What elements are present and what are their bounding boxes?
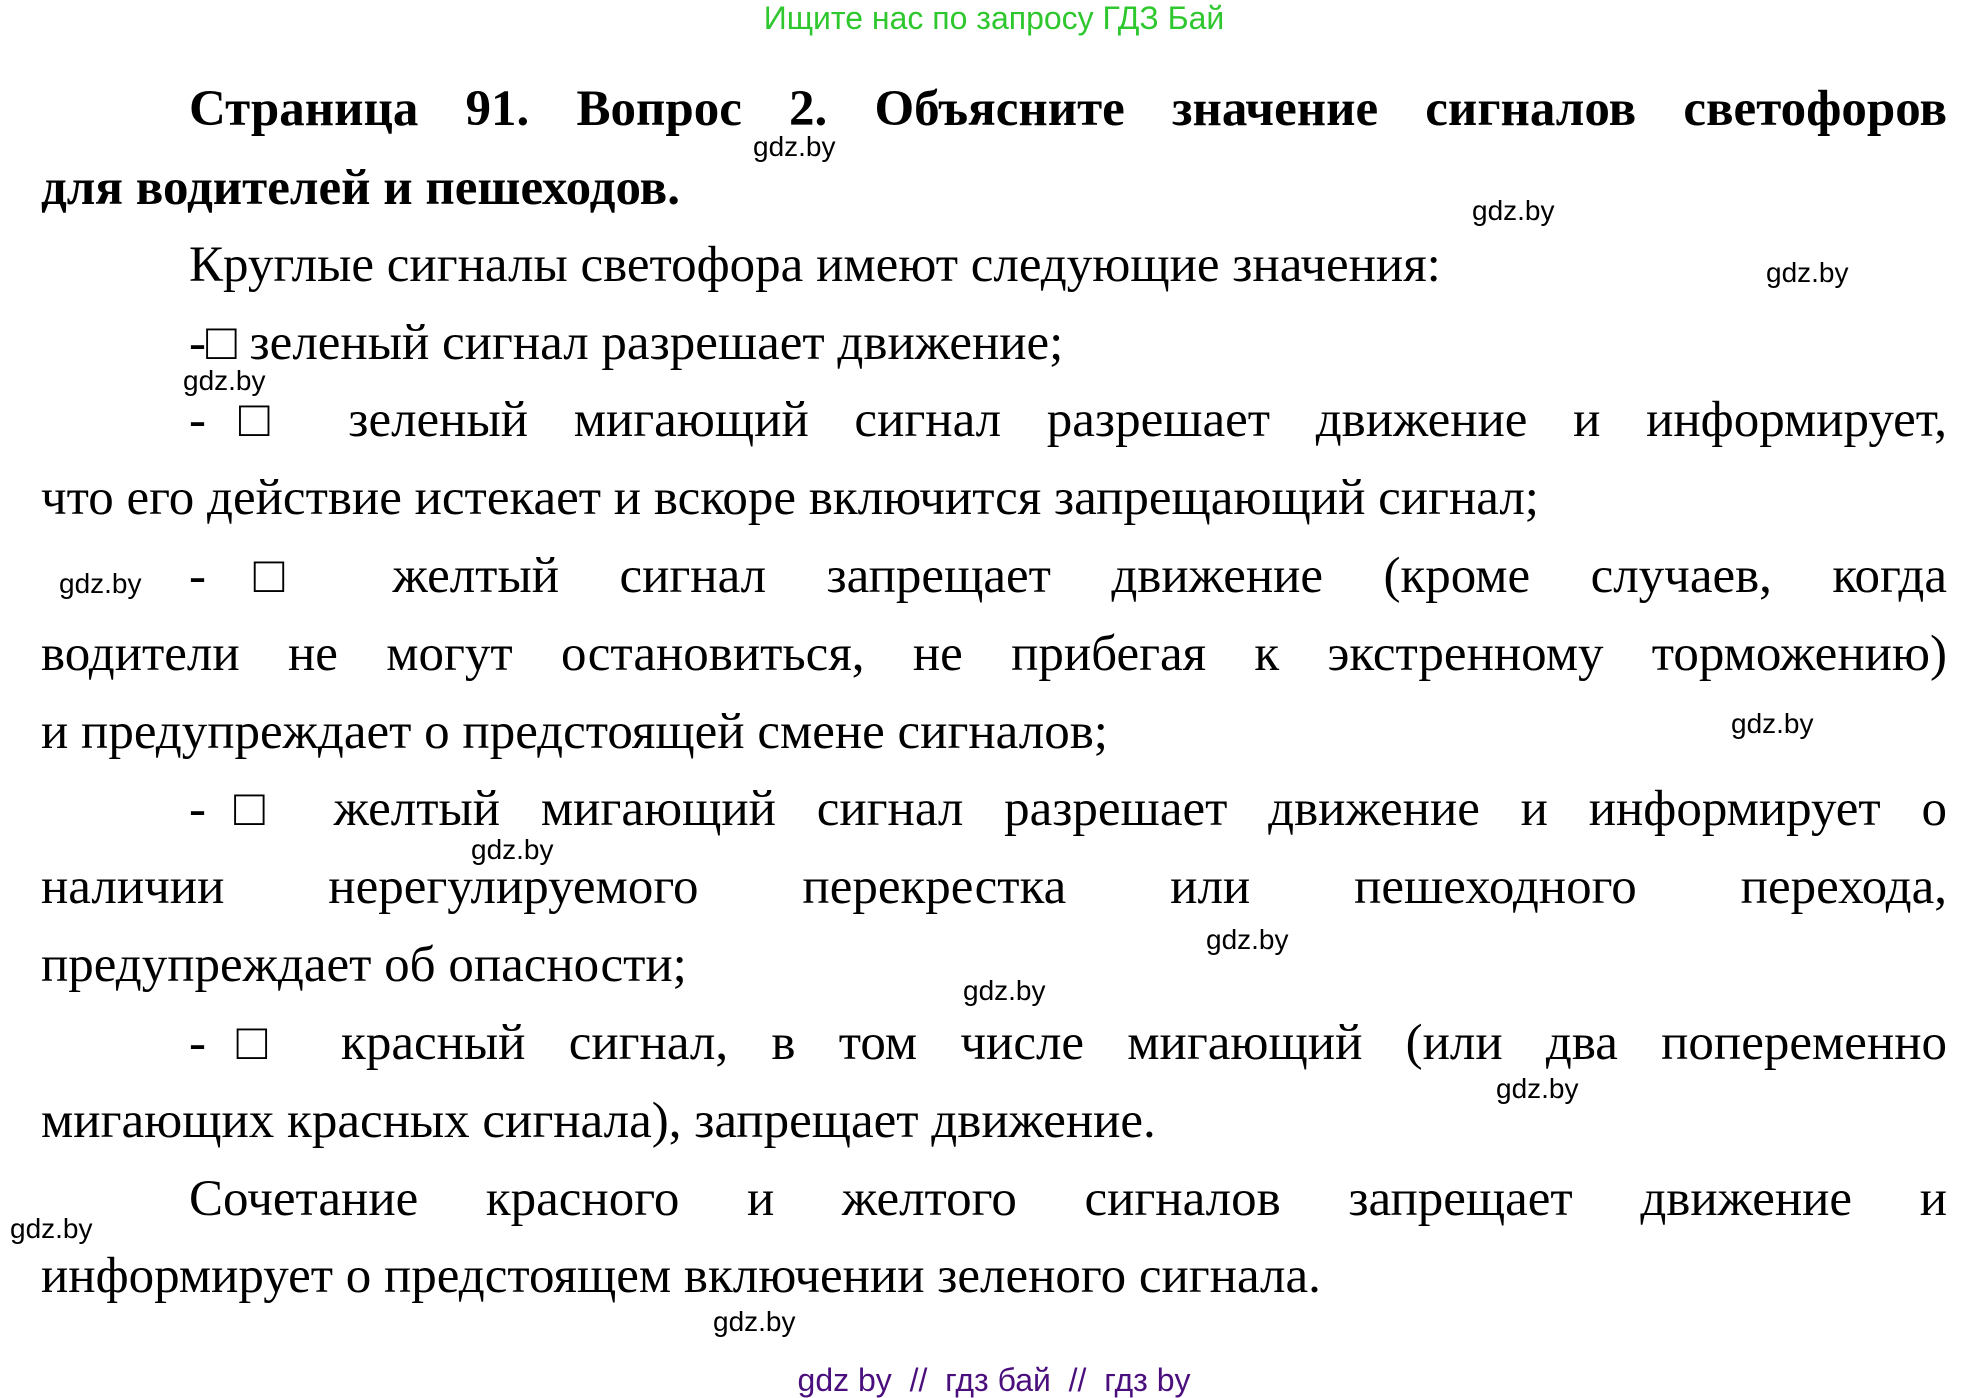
watermark: gdz.by bbox=[59, 568, 142, 599]
watermark: gdz.by bbox=[1731, 708, 1814, 739]
search-hint-banner: Ищите нас по запросу ГДЗ Бай bbox=[763, 0, 1225, 36]
watermark: gdz.by bbox=[753, 131, 836, 162]
watermark: gdz.by bbox=[183, 365, 266, 396]
watermark: gdz.by bbox=[471, 834, 554, 865]
answer-line-red: -□ красный сигнал, в том числе мигающий (или два попеременно bbox=[189, 1015, 1947, 1071]
answer-line: мигающих красных сигнала), запрещает движение. bbox=[41, 1093, 1156, 1149]
answer-intro: Круглые сигналы светофора имеют следующие значения: bbox=[189, 237, 1441, 293]
watermark: gdz.by bbox=[10, 1213, 93, 1244]
answer-line-green: -□ зеленый сигнал разрешает движение; bbox=[189, 315, 1064, 371]
answer-line: что его действие истекает и вскоре включится запрещающий сигнал; bbox=[41, 470, 1539, 526]
watermark: gdz.by bbox=[1766, 257, 1849, 288]
answer-line: информирует о предстоящем включении зеленого сигнала. bbox=[41, 1248, 1321, 1304]
watermark: gdz.by bbox=[1472, 195, 1555, 226]
watermark: gdz.by bbox=[1206, 924, 1289, 955]
answer-line-yellow: -□ желтый сигнал запрещает движение (кроме случаев, когда bbox=[189, 548, 1947, 604]
answer-line-yellow-blinking: -□ желтый мигающий сигнал разрешает движение и информирует о bbox=[189, 781, 1947, 837]
watermark: gdz.by bbox=[963, 975, 1046, 1006]
footer-links[interactable]: gdz by // гдз бай // гдз by bbox=[797, 1362, 1191, 1398]
watermark: gdz.by bbox=[1496, 1073, 1579, 1104]
question-title-line-1: Страница 91. Вопрос 2. Объясните значение сигналов светофоров bbox=[189, 81, 1947, 137]
answer-line: наличии нерегулируемого перекрестка или пешеходного перехода, bbox=[41, 859, 1947, 915]
answer-line: предупреждает об опасности; bbox=[41, 937, 687, 993]
answer-line-red-yellow: Сочетание красного и желтого сигналов запрещает движение и bbox=[189, 1171, 1947, 1227]
watermark: gdz.by bbox=[713, 1306, 796, 1337]
answer-line-green-blinking: -□ зеленый мигающий сигнал разрешает движение и информирует, bbox=[189, 392, 1947, 448]
answer-line: и предупреждает о предстоящей смене сигналов; bbox=[41, 704, 1108, 760]
answer-line: водители не могут остановиться, не прибегая к экстренному торможению) bbox=[41, 626, 1947, 682]
question-title-line-2: для водителей и пешеходов. bbox=[41, 160, 680, 216]
